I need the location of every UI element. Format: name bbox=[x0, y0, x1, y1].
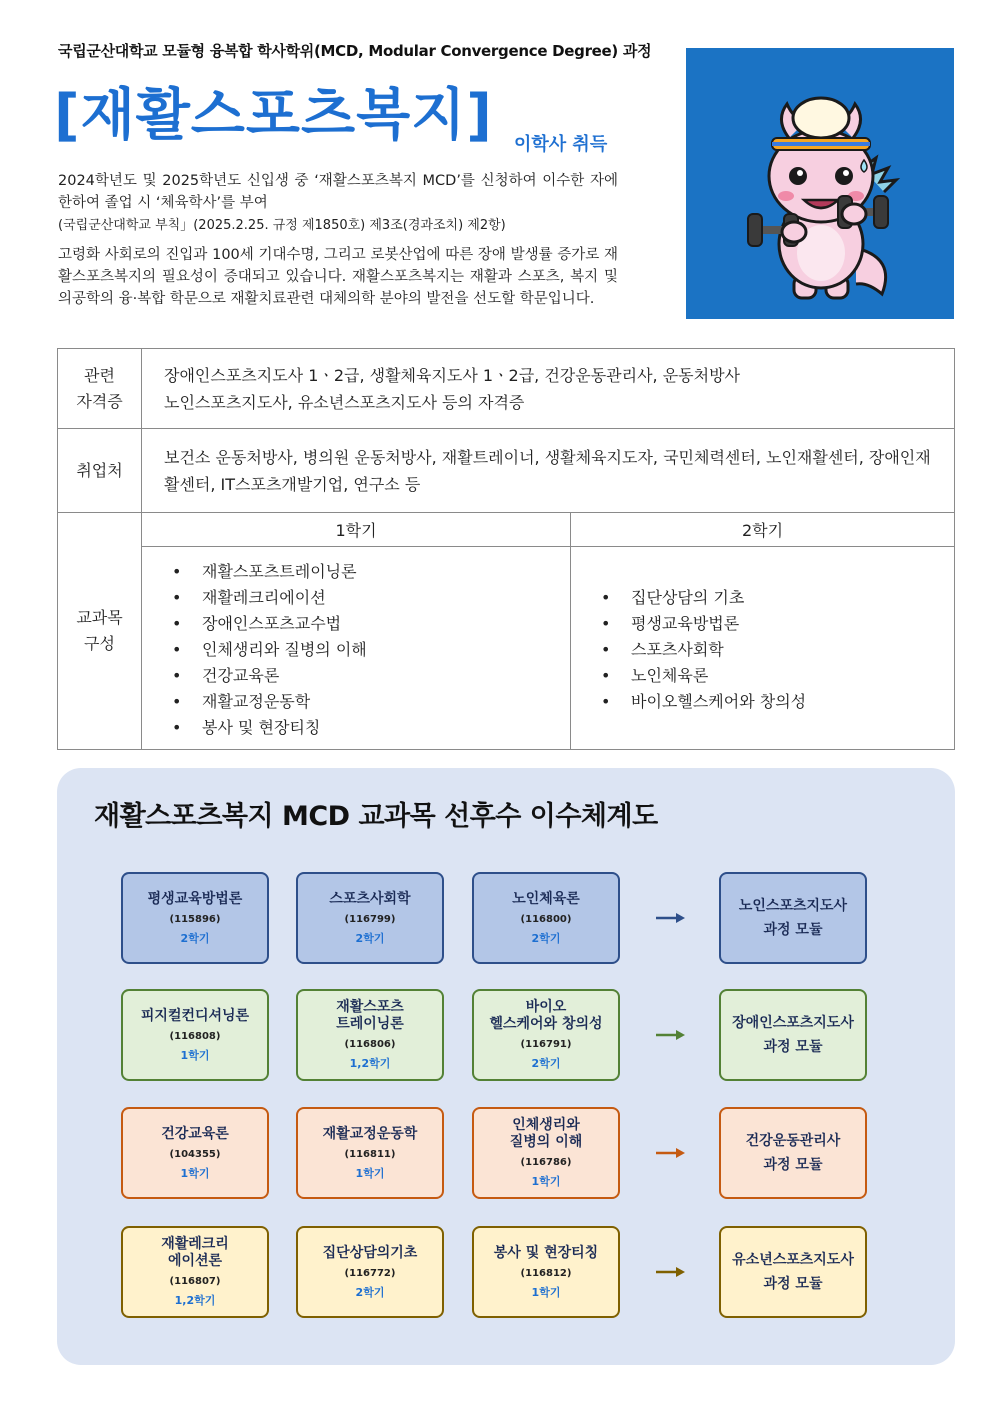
course-box bbox=[296, 1226, 444, 1318]
course-name: 재활레크리 에이션론 bbox=[161, 1236, 229, 1269]
course-code: (116807) bbox=[169, 1276, 221, 1287]
course-code: (104355) bbox=[169, 1148, 221, 1160]
semester-2-course-list bbox=[571, 573, 954, 723]
course-semester: 2학기 bbox=[355, 1285, 385, 1299]
course-box bbox=[472, 989, 620, 1081]
arrow-right-icon bbox=[656, 1029, 686, 1041]
course-list-item: • 집단상담의 기초 bbox=[601, 585, 954, 611]
course-name: 바이오 헬스케어와 창의성 bbox=[489, 999, 603, 1032]
flow-title: 재활스포츠복지 MCD 교과목 선후수 이수체계도 bbox=[94, 801, 658, 832]
cert-cell bbox=[142, 349, 955, 429]
course-code: (116808) bbox=[169, 1030, 221, 1042]
course-name: 봉사 및 현장티칭 bbox=[493, 1244, 599, 1261]
table-row-certificates bbox=[58, 349, 955, 429]
course-list-item: • 인체생리와 질병의 이해 bbox=[172, 637, 570, 663]
semester-2-header: 2학기 bbox=[571, 513, 955, 547]
course-list-item: • 노인체육론 bbox=[601, 663, 954, 689]
intro-paragraph-1: 2024학년도 및 2025학년도 신입생 중 ‘재활스포츠복지 MCD’를 신청하여 이수한 자에 한하여 졸업 시 ‘체육학사’를 부여 bbox=[58, 173, 618, 211]
course-code: (115896) bbox=[169, 913, 221, 925]
course-list-item: • 봉사 및 현장티칭 bbox=[172, 715, 570, 741]
mascot-illustration bbox=[686, 48, 954, 319]
course-code: (116791) bbox=[520, 1039, 572, 1050]
course-list-item: • 재활레크리에이션 bbox=[172, 585, 570, 611]
course-code: (116800) bbox=[520, 913, 572, 925]
cert-line-1: 장애인스포츠지도사 1ㆍ2급, 생활체육지도사 1ㆍ2급, 건강운동관리사, 운동처방사 bbox=[164, 365, 740, 385]
degree-subtitle: 이학사 취득 bbox=[514, 134, 608, 155]
arrow-right-icon bbox=[656, 912, 686, 924]
semester-1-header: 1학기 bbox=[142, 513, 571, 547]
course-list-item: • 스포츠사회학 bbox=[601, 637, 954, 663]
course-code: (116786) bbox=[520, 1157, 572, 1168]
course-box bbox=[121, 989, 269, 1081]
goal-module-label: 건강운동관리사 과정 모듈 bbox=[745, 1133, 841, 1173]
course-semester: 2학기 bbox=[531, 1057, 561, 1070]
course-name: 재활교정운동학 bbox=[322, 1125, 418, 1142]
course-list-item: • 재활교정운동학 bbox=[172, 689, 570, 715]
table-row-semester-headers bbox=[58, 513, 955, 547]
arrow-right-icon bbox=[656, 1147, 686, 1159]
course-box bbox=[296, 989, 444, 1081]
course-name: 평생교육방법론 bbox=[147, 890, 243, 907]
page-title: [재활스포츠복지] bbox=[54, 83, 493, 148]
job-text: 보건소 운동처방사, 병의원 운동처방사, 재활트레이너, 생활체육지도자, 국민체력센터, 노인재활센터, 장애인재활센터, IT스포츠개발기업, 연구소 등 bbox=[142, 429, 955, 513]
goal-module-label: 유소년스포츠지도사 과정 모듈 bbox=[732, 1252, 854, 1292]
course-name: 노인체육론 bbox=[512, 890, 580, 907]
course-name: 건강교육론 bbox=[161, 1125, 229, 1142]
course-code: (116799) bbox=[344, 913, 396, 925]
table-row-courses bbox=[58, 547, 955, 750]
course-box bbox=[121, 872, 269, 964]
course-box bbox=[472, 1226, 620, 1318]
goal-module-label: 장애인스포츠지도사 과정 모듈 bbox=[732, 1015, 854, 1055]
info-table bbox=[57, 348, 955, 750]
course-semester: 2학기 bbox=[531, 931, 561, 945]
course-semester: 1학기 bbox=[531, 1285, 561, 1299]
course-list-item: • 재활스포츠트레이닝론 bbox=[172, 559, 570, 585]
course-semester: 1학기 bbox=[180, 1166, 210, 1180]
semester-1-course-list bbox=[142, 547, 570, 749]
goal-module-box bbox=[719, 1107, 867, 1199]
course-list-item: • 건강교육론 bbox=[172, 663, 570, 689]
course-code: (116806) bbox=[344, 1039, 396, 1050]
regulation-note: (국립군산대학교 부칙」(2025.2.25. 규정 제1850호) 제3조(경과조치) 제2항) bbox=[58, 218, 506, 233]
intro-paragraph-2: 고령화 사회로의 진입과 100세 기대수명, 그리고 로봇산업에 따른 장애 발생률 증가로 재활스포츠복지의 필요성이 증대되고 있습니다. 재활스포츠복지는 재활과 스포츠, 복지 및 의공학의 융·복합 학문으로 재활치료관련 대체의학 분야의 발전을 선도할 학문입니다. bbox=[58, 247, 618, 307]
goal-module-label: 노인스포츠지도사 과정 모듈 bbox=[738, 898, 848, 938]
course-box bbox=[296, 872, 444, 964]
course-box bbox=[121, 1107, 269, 1199]
program-header: 국립군산대학교 모듈형 융복합 학사학위(MCD, Modular Convergence Degree) 과정 bbox=[58, 42, 652, 60]
arrow-right-icon bbox=[656, 1266, 686, 1278]
course-box bbox=[472, 872, 620, 964]
course-box bbox=[296, 1107, 444, 1199]
job-label: 취업처 bbox=[58, 429, 142, 513]
course-list-item: • 바이오헬스케어와 창의성 bbox=[601, 689, 954, 715]
course-box bbox=[472, 1107, 620, 1199]
course-name: 피지컬컨디셔닝론 bbox=[140, 1007, 250, 1024]
course-semester: 1학기 bbox=[355, 1166, 385, 1180]
goal-module-box bbox=[719, 989, 867, 1081]
course-name: 집단상담의기초 bbox=[322, 1244, 418, 1261]
course-code: (116812) bbox=[520, 1267, 572, 1279]
course-semester: 1학기 bbox=[180, 1048, 210, 1062]
course-semester: 1,2학기 bbox=[349, 1057, 391, 1070]
course-code: (116772) bbox=[344, 1267, 396, 1279]
course-semester: 2학기 bbox=[355, 931, 385, 945]
mascot-dragon-icon bbox=[686, 48, 954, 319]
course-label: 교과목 구성 bbox=[58, 513, 142, 750]
course-name: 스포츠사회학 bbox=[329, 890, 411, 907]
course-semester: 1학기 bbox=[531, 1175, 561, 1188]
course-semester: 2학기 bbox=[180, 931, 210, 945]
course-list-item: • 장애인스포츠교수법 bbox=[172, 611, 570, 637]
cert-label: 관련 자격증 bbox=[58, 349, 142, 429]
course-name: 인체생리와 질병의 이해 bbox=[509, 1117, 583, 1150]
goal-module-box bbox=[719, 1226, 867, 1318]
course-box bbox=[121, 1226, 269, 1318]
course-code: (116811) bbox=[344, 1148, 396, 1160]
goal-module-box bbox=[719, 872, 867, 964]
semester-1-courses bbox=[142, 547, 571, 750]
course-semester: 1,2학기 bbox=[174, 1294, 216, 1307]
course-list-item: • 평생교육방법론 bbox=[601, 611, 954, 637]
cert-line-2: 노인스포츠지도사, 유소년스포츠지도사 등의 자격증 bbox=[164, 392, 525, 412]
course-name: 재활스포츠 트레이닝론 bbox=[336, 999, 404, 1032]
table-row-jobs bbox=[58, 429, 955, 513]
semester-2-courses bbox=[571, 547, 955, 750]
